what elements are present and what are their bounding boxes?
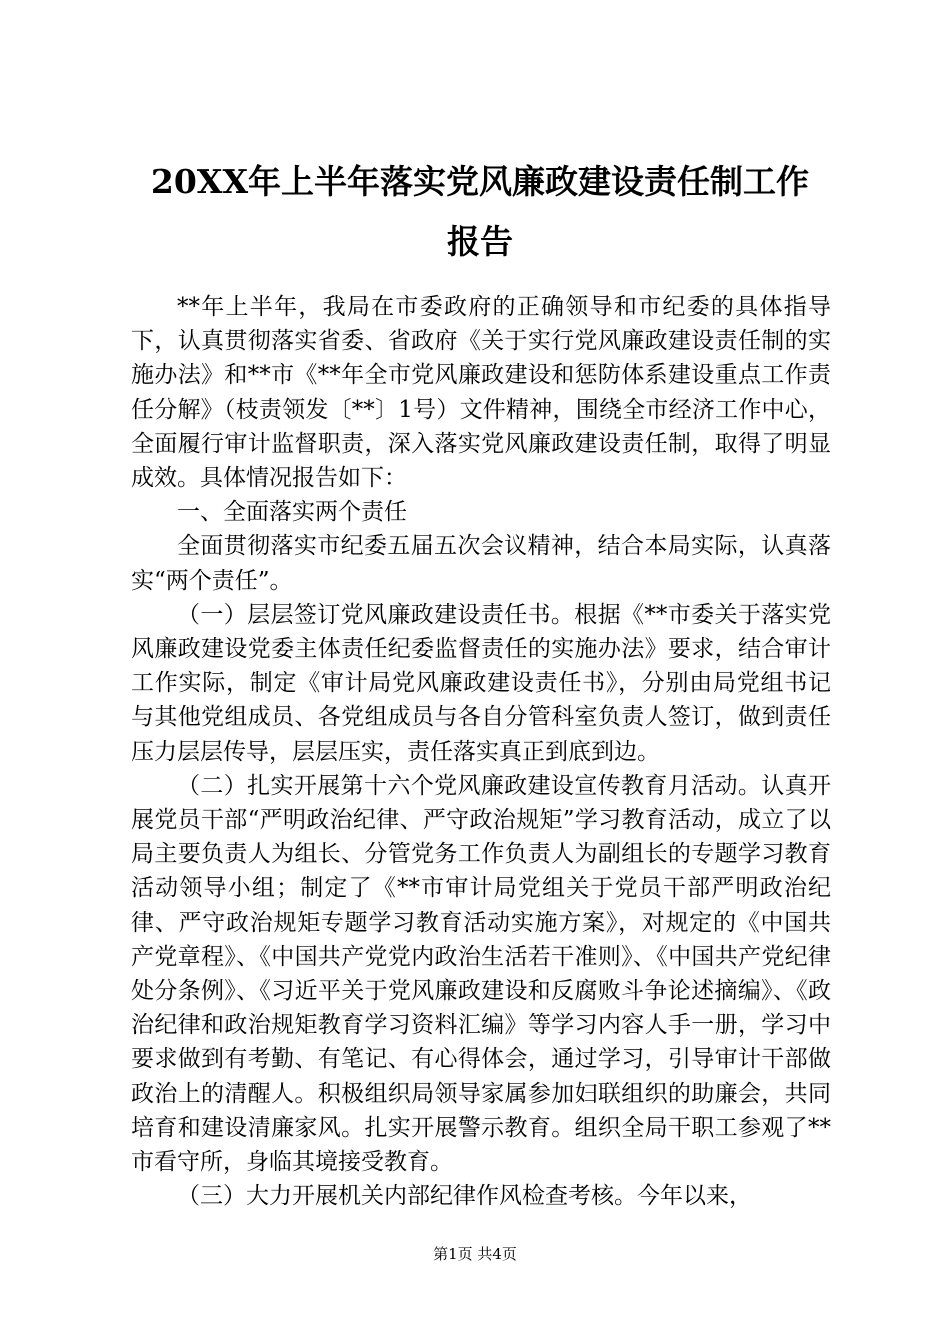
paragraph-item-1: （一）层层签订党风廉政建设责任书。根据《**市委关于落实党风廉政建设党委主体责任纪委监督责任的实施办法》要求，结合审计工作实际，制定《审计局党风廉政建设责任书》，分别由局党组书记与其他党组成员、各党组成员与各自分管科室负责人签订，做到责任压力层层传导，层层压实，责任落实真正到底到边。: [131, 601, 831, 765]
paragraph-item-3: （三）大力开展机关内部纪律作风检查考核。今年以来，: [177, 1183, 752, 1210]
paragraph-section-intro: 全面贯彻落实市纪委五届五次会议精神，结合本局实际，认真落实“两个责任”。: [131, 533, 831, 594]
document-body: [131, 290, 831, 1213]
page-number-footer: 第1页 共4页: [433, 1245, 517, 1263]
section-heading: 一、全面落实两个责任: [177, 499, 407, 526]
paragraph-item-2: （二）扎实开展第十六个党风廉政建设宣传教育月活动。认真开展党员干部“严明政治纪律、严守政治规矩”学习教育活动，成立了以局主要负责人为组长、分管党务工作负责人为副组长的专题学习教育活动领导小组；制定了《**市审计局党组关于党员干部严明政治纪律、严守政治规矩专题学习教育活动实施方案》，对规定的《中国共产党章程》、《中国共产党党内政治生活若干准则》、《中国共产党纪律处分条例》、《习近平关于党风廉政建设和反腐败斗争论述摘编》、《政治纪律和政治规矩教育学习资料汇编》等学习内容人手一册，学习中要求做到有考勤、有笔记、有心得体会，通过学习，引导审计干部做政治上的清醒人。积极组织局领导家属参加妇联组织的助廉会，共同培育和建设清廉家风。扎实开展警示教育。组织全局干职工参观了**市看守所，身临其境接受教育。: [131, 772, 831, 1176]
document-title-line2: 报告: [447, 222, 513, 261]
paragraph-intro: **年上半年，我局在市委政府的正确领导和市纪委的具体指导下，认真贯彻落实省委、省政府《关于实行党风廉政建设责任制的实施办法》和**市《**年全市党风廉政建设和惩防体系建设重点工作责任分解》（枝责领发〔**〕1号）文件精神，围绕全市经济工作中心，全面履行审计监督职责，深入落实党风廉政建设责任制，取得了明显成效。具体情况报告如下：: [131, 294, 831, 492]
document-title-line1: 20XX年上半年落实党风廉政建设责任制工作: [150, 162, 810, 201]
